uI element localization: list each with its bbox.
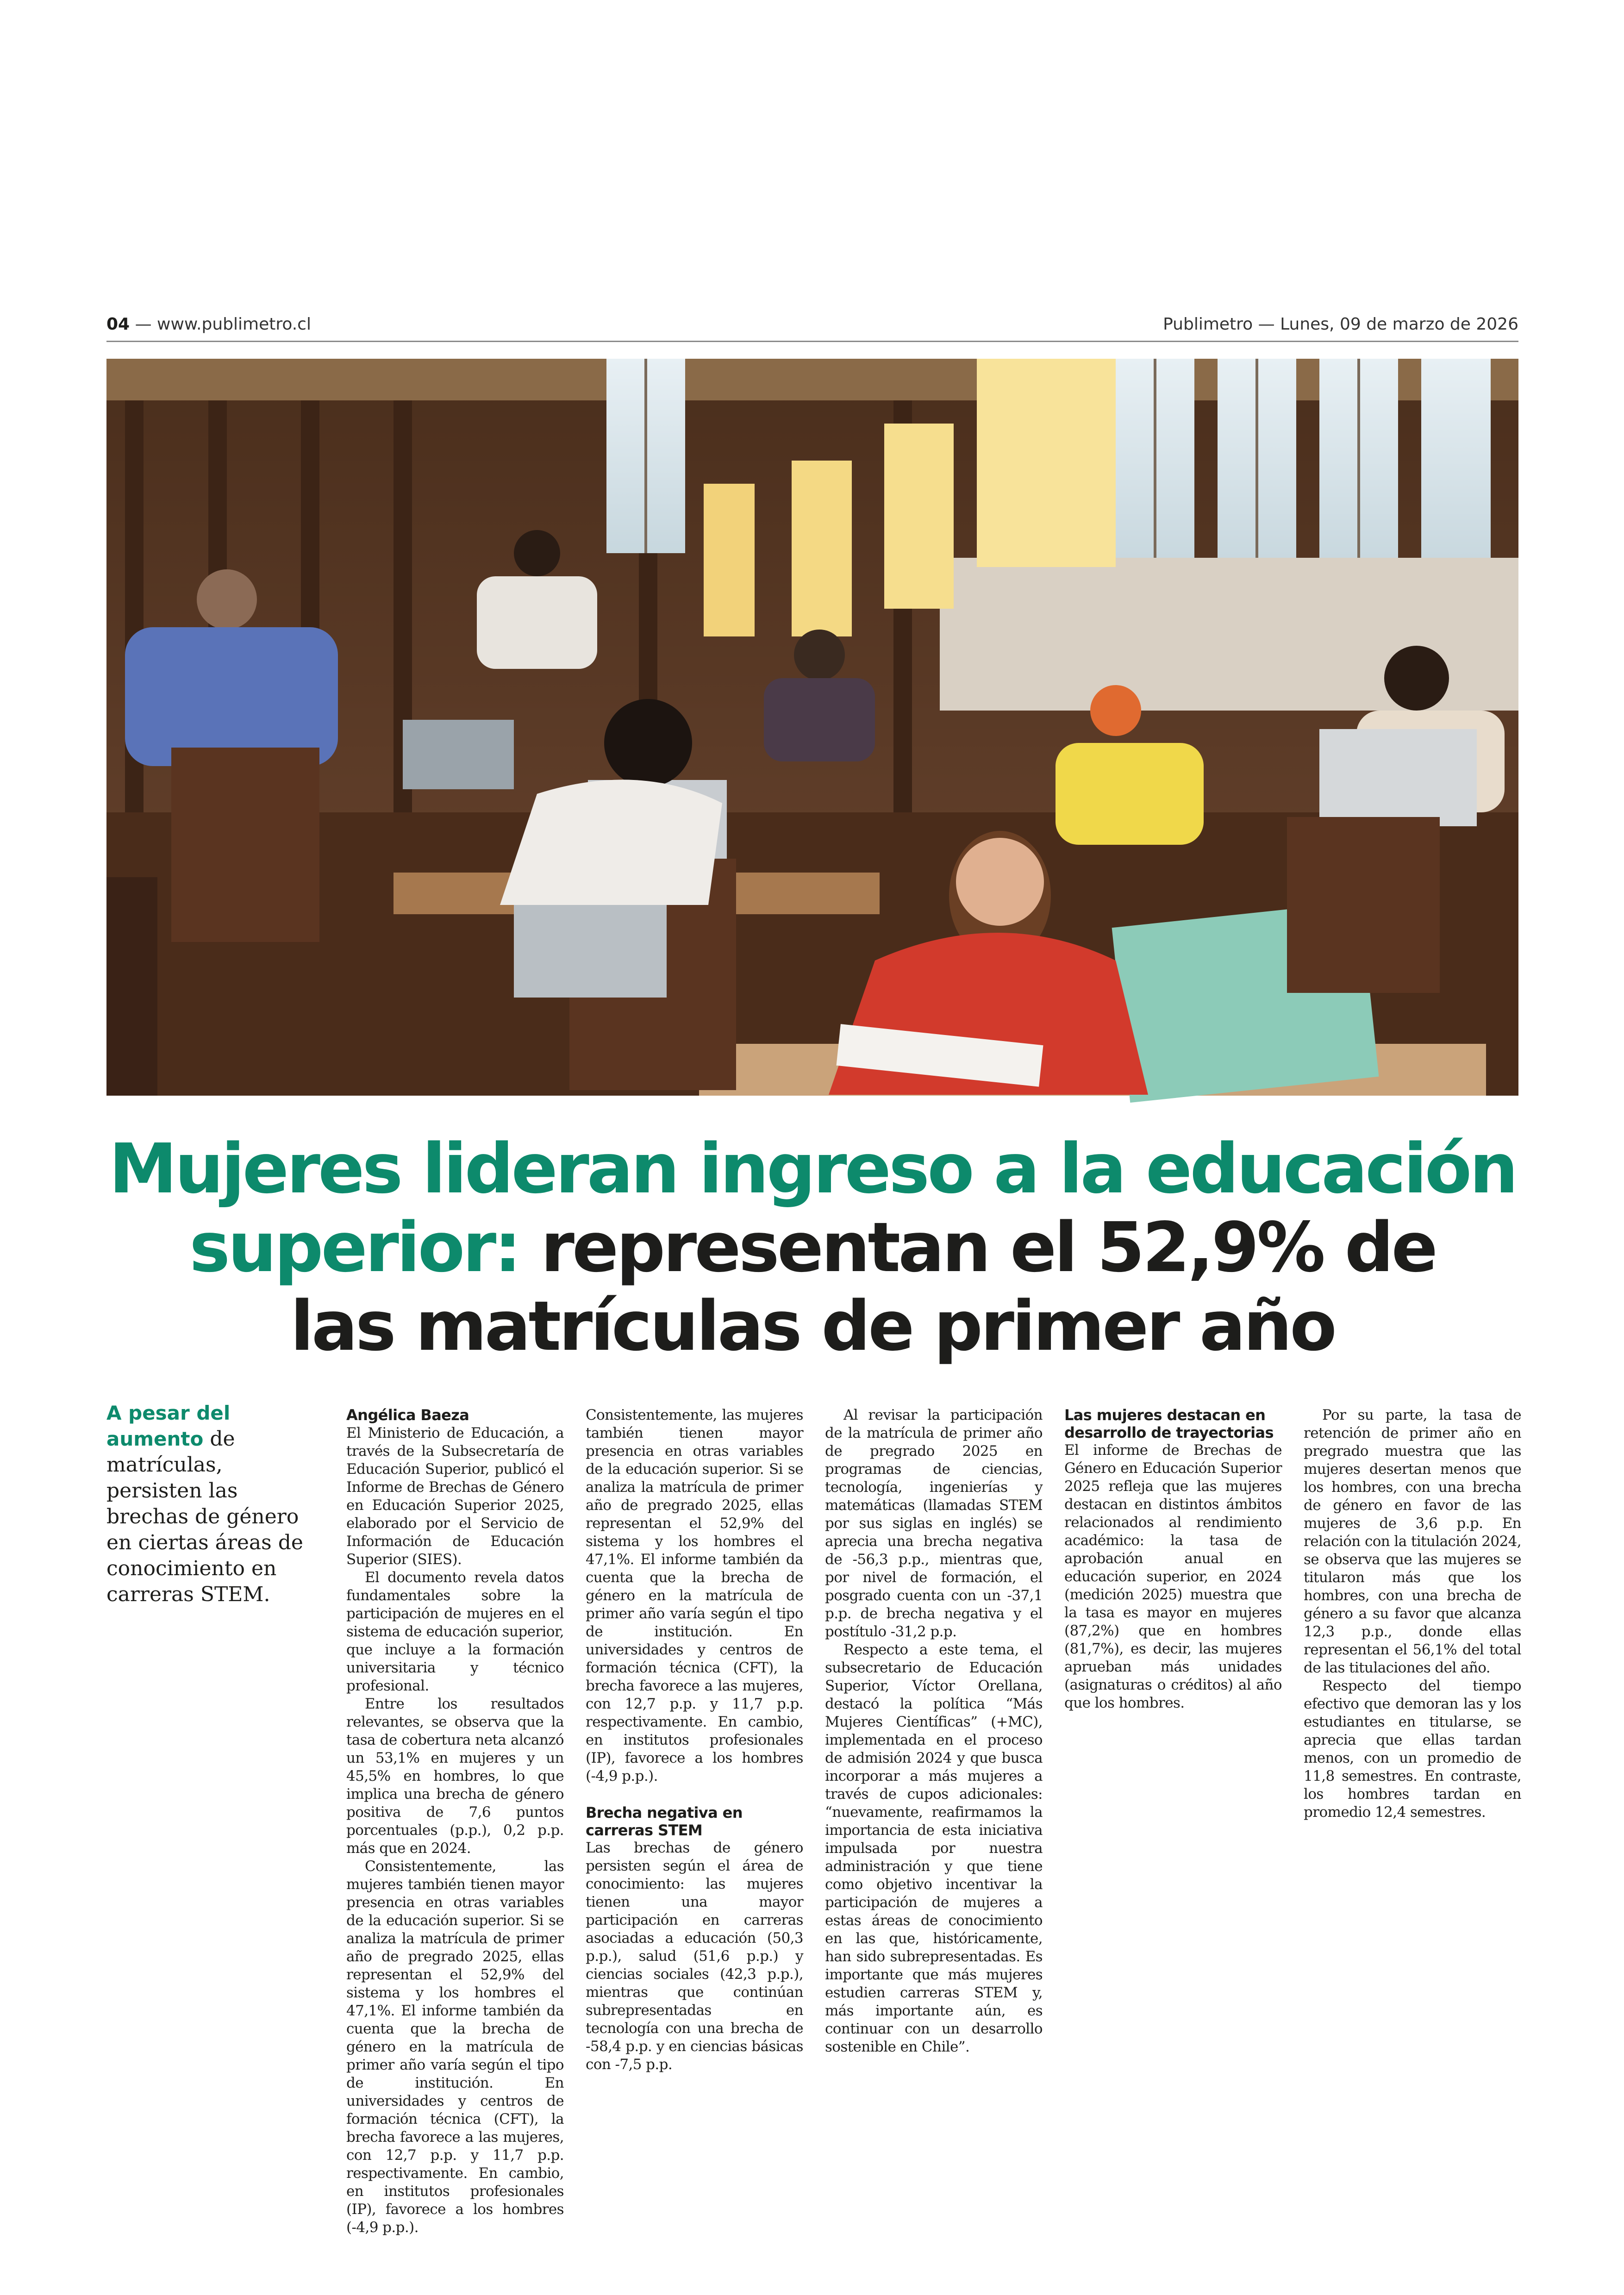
header-rule [106,341,1518,342]
paragraph-6: Al revisar la participación de la matrícula de primer año de pregrado 2025 en programas de ciencias, tecnología, ingenierías y matemáticas (llamadas STEM por sus siglas en inglés) se aprecia una brecha negativa de -56,3 p.p., mientras que, por nivel de formación, el posgrado cuenta con un -37,1 p.p. de brecha negativa y el postítulo -31,2 p.p. [825,1407,1043,1640]
site-url[interactable]: — www.publimetro.cl [135,315,311,334]
headline-line-1 [83,1129,1542,1208]
article-column-2 [586,1406,803,2073]
paragraph-4-start: Consistentemente, las mujeres también tienen mayor presencia en otras variables de la educación superior. Si se analiza la matrícula de primer año de pregrado 2025, ellas representan el 52,9% del sistema y los hombres el 47,1%. El informe también da cuenta que la brecha de género en la matrícula de primer año varía según el tipo de institución. En universidades y centros de formación técnica (CFT), la brecha favorece a las mujeres, con 12,7 p.p. y 11,7 p.p. respectivamente. En cambio, en institutos profesionales (IP), favorece a los hombres (-4,9 p.p.). [346,1858,564,2236]
paragraph-5: Las brechas de género persisten según el área de conocimiento: las mujeres tienen una mayor participación en carreras asociadas a educación (50,3 p.p.), salud (51,6 p.p.) y ciencias sociales (42,3 p.p.), mientras que continúan subrepresentadas en tecnología con una brecha de -58,4 p.p. y en ciencias básicas con -7,5 p.p. [586,1840,803,2073]
paragraph-10: Respecto del tiempo efectivo que demoran las y los estudiantes en titularse, se aprecia que ellas tardan menos, con un promedio de 11,8 semestres. En contraste, los hombres tardan en promedio 12,4 semestres. [1304,1678,1521,1821]
folio-date: Publimetro — Lunes, 09 de marzo de 2026 [1163,315,1518,334]
byline: Angélica Baeza [346,1406,469,1424]
paragraph-8: El informe de Brechas de Género en Educación Superior 2025 refleja que las mujeres destacan en distintos ámbitos relacionados al rendimiento académico: la tasa de aprobación anual en educación superior, en 2024 (medición 2025) muestra que la tasa es mayor en mujeres (87,2%) que en hombres (81,7%), es decir, las mujeres aprueban más unidades (asignaturas o créditos) al año que los hombres. [1064,1442,1282,1711]
article-column-3 [825,1406,1043,2055]
folio-left [106,315,311,334]
lead-summary [106,1400,324,1608]
headline-line-2 [83,1208,1542,1287]
article-column-4 [1064,1406,1282,1712]
headline-line-3 [83,1287,1542,1366]
headline-green-2: superior: [189,1208,519,1287]
page-number: 04 [106,315,130,334]
paragraph-2: El documento revela datos fundamentales sobre la participación de mujeres en el sistema de educación superior, que incluye a la formación universitaria y técnico profesional. [346,1569,564,1694]
lead-text: de matrículas, persisten las brechas de género en ciertas áreas de conocimiento en carreras STEM. [106,1427,303,1606]
library-photo [106,359,1518,1096]
paragraph-9: Por su parte, la tasa de retención de primer año en pregrado muestra que las mujeres desertan menos que los hombres, con una brecha de género en favor de las mujeres de 3,6 p.p. En relación con la titulación 2024, se observa que las mujeres se titularon más que los hombres, con una brecha de género a su favor que alcanza 12,3 p.p., donde ellas representan el 56,1% del total de las titulaciones del año. [1304,1407,1521,1676]
subhead-stem: Brecha negativa en carreras STEM [586,1804,743,1839]
lead-highlight: A pesar del aumento [106,1402,231,1450]
paragraph-3: Entre los resultados relevantes, se observa que la tasa de cobertura neta alcanzó un 53,1% en mujeres y un 45,5% en hombres, lo que implica una brecha de género positiva de 7,6 puntos porcentuales (p.p.), 0,2 p.p. más que en 2024. [346,1696,564,1857]
subhead-trayectorias: Las mujeres destacan en desarrollo de trayectorias [1064,1406,1274,1441]
paragraph-7: Respecto a este tema, el subsecretario de Educación Superior, Víctor Orellana, destacó la política “Más Mujeres Científicas” (+MC), implementada en el proceso de admisión 2024 y que busca incorporar a más mujeres a través de cupos adicionales: “nuevamente, reafirmamos la importancia de esta iniciativa impulsada por nuestra administración y que tiene como objetivo incentivar la participación de mujeres a estas áreas de conocimiento en las que, históricamente, han sido subrepresentadas. Es importante que más mujeres estudien carreras STEM y, más importante aún, es continuar con un desarrollo sostenible en Chile”. [825,1641,1043,2055]
headline [83,1129,1542,1366]
paragraph-4: Consistentemente, las mujeres también tienen mayor presencia en otras variables de la educación superior. Si se analiza la matrícula de primer año de pregrado 2025, ellas representan el 52,9% del sistema y los hombres el 47,1%. El informe también da cuenta que la brecha de género en la matrícula de primer año varía según el tipo de institución. En universidades y centros de formación técnica (CFT), la brecha favorece a las mujeres, con 12,7 p.p. y 11,7 p.p. respectivamente. En cambio, en institutos profesionales (IP), favorece a los hombres (-4,9 p.p.). [586,1407,803,1784]
headline-black-3: las matrículas de primer año [290,1286,1335,1366]
headline-black-2: representan el 52,9% de [519,1208,1436,1287]
article-column-5 [1304,1406,1521,1821]
headline-green-1: Mujeres lideran ingreso a la educación [109,1129,1516,1209]
paragraph-1: El Ministerio de Educación, a través de la Subsecretaría de Educación Superior, publicó el Informe de Brechas de Género en Educación Superior 2025, elaborado por el Servicio de Información de Educación Superior (SIES). [346,1425,564,1568]
page-folio [106,315,1518,343]
article-column-1 [346,1406,564,2236]
